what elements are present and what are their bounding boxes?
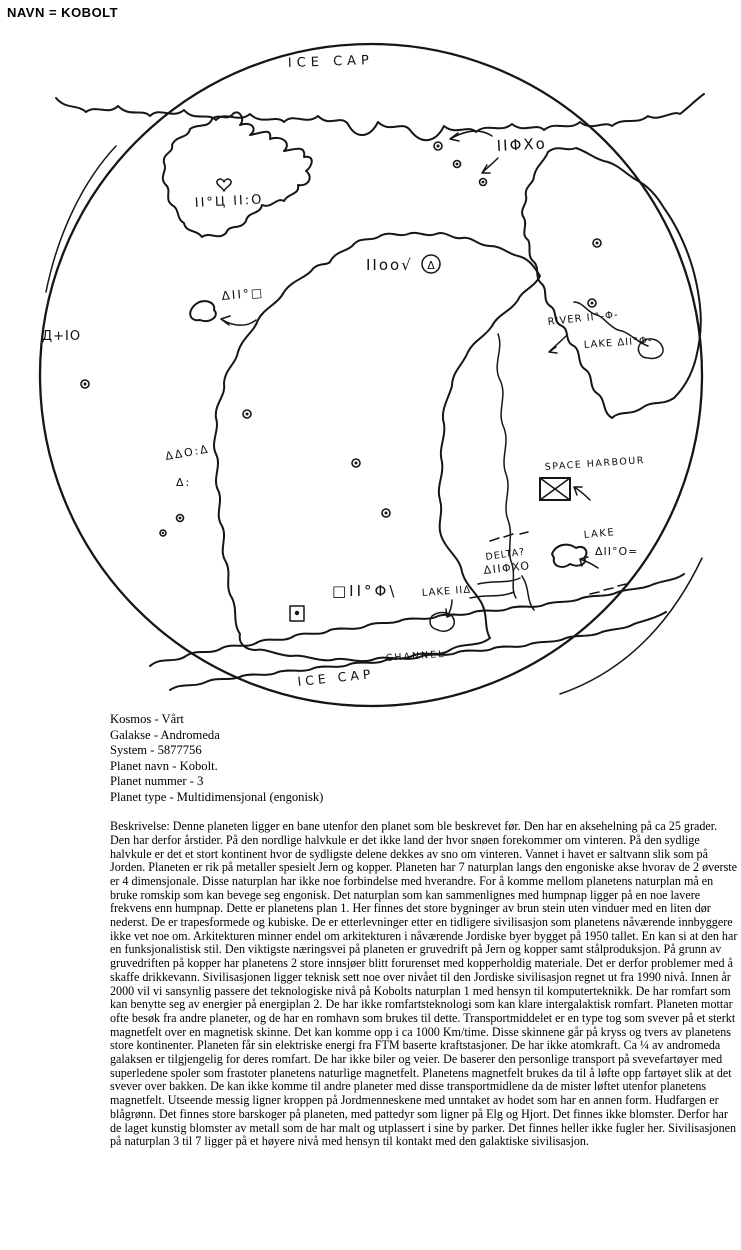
- label-lake-se-word: LAKE: [583, 527, 616, 541]
- label-lake-east: LAKE ΔII°Φ-: [583, 335, 653, 351]
- label-glyph-west: ΔII°□: [221, 285, 265, 303]
- arrow-ne-2: [482, 158, 498, 173]
- arrow-ne-1: [450, 131, 492, 141]
- space-harbour-box: [540, 478, 570, 500]
- info-line-type: Planet type - Multidimensjonal (engonisk): [110, 789, 324, 804]
- town-marker-dot: [437, 145, 440, 148]
- town-marker-dot: [591, 302, 594, 305]
- town-marker-dot: [596, 242, 599, 245]
- town-marker-dot: [482, 181, 485, 184]
- heart-marker: [217, 179, 231, 191]
- town-marker-dot: [84, 383, 87, 386]
- arrow-west-lake: [221, 316, 256, 325]
- label-ice-cap-bottom: ICE CAP: [296, 666, 376, 689]
- info-line-galakse: Galakse - Andromeda: [110, 727, 220, 742]
- label-ice-cap-top: ICE CAP: [287, 53, 375, 71]
- town-marker-dot: [385, 512, 388, 515]
- label-glyph-sw-2: Δ:: [176, 476, 192, 489]
- continent-east: [522, 148, 701, 418]
- town-marker-dot: [179, 517, 182, 520]
- town-marker-dot: [456, 163, 459, 166]
- label-delta-glyph: ΔIIΦXO: [482, 559, 532, 577]
- info-line-system: System - 5877756: [110, 743, 202, 757]
- town-marker-dot: [355, 462, 358, 465]
- label-glyph-south: □II°Φ\: [332, 582, 398, 600]
- label-glyph-center: IIoo√: [366, 256, 413, 274]
- info-line-nummer: Planet nummer - 3: [110, 774, 204, 788]
- label-glyph-far-west: Д+IO: [42, 329, 82, 344]
- label-glyph-center-a: Δ: [427, 259, 435, 272]
- description-text: Beskrivelse: Denne planeten ligger en bane utenfor den planet som ble beskrevet før. Den har en aksehelning på ca 25 grader. Den har derfor årstider. På den nordlige halvkule er det ikke land der hvor snøen forekommer om vinteren. På den sydlige halvkule er det et stort kontinent hvor de sydligste delene dekkes av sno om vinteren. Vannet i havet er saltvann slik som på Jorden. Planeten er rik på metaller spesielt Jern og kopper. Planeten har 7 naturplan langs den engoniske akse hvorav de 2 øverste er 4 dimensjonale. Disse naturplan har ikke noe forbindelse med hverandre. For å komme mellom planetens naturplan må en bruke romskip som kan bevege seg engonisk. Det naturplan som kan sammenlignes med humpnap ligger på en noe lavere frekvens enn humpnap. Dette er planetens plan 1. Her finnes det store bygninger av brun stein uten vinduer med en liten dør nederst. De er trapesformede og kubiske. De er etterlevninger etter en tidligere sivilisasjon som planetens nåværende innbyggere ikke vet noe om. Arkitekturen minner endel om arkitekturen i nåværende Jordiske byer bygget på 1950 tallet. En kan si at den har en funksjonalistisk stil. Den viktigste næringsvei på planeten er gruvedrift på Jern og kopper samt stålproduksjon. På grunn av gruvedriften på kopper har planetens 2 store innsjøer blitt forurenset med kopperholdig materiale. Det er derfor problemer med å skaffe drikkevann. Sivilisasjonen ligger teknisk sett noe over nivået til den Jordiske sivilisasjon regnet ut fra 1990 nivå. Innen år 2000 vil vi sansynlig passere det teknologiske nivå på Kobolts naturplan 1 med hensyn til komputerteknikk. De har romfart som kan benytte seg av energier på energiplan 2. De har ikke romfartsteknologi som kan klare intergalaktisk romfart. Planeten mottar ofte besøk fra andre planeter, og de har en romhavn som brukes til dette. Transportmiddelet er en type tog som svever på et sterkt magnetfelt over en magnetisk skinne. Det kan komme opp i ca 1000 Km/time. Disse skinnene går på kryss og tvers av planetens store kontinenter. Planeten får sin elektriske energi fra FTM baserte kraftstasjoner. De har ikke atomkraft. Ca ¼ av andromeda galaksen er tilgjengelig for deres romfart. De har ikke biler og veier. De baserer den personlige transport på svevefartøyer med superledene spoler som frastoter planetens naturlige magnetfelt. Planetens magnetfelt brukes da til å løfte opp fartøyet slik at det svever over bakken. De kan ikke komme til andre planeter med disse transportmidlene da de mister løftet utenfor planetens magnetfelt. Utseende messig ligner kroppen på Jordmenneskene med unntaket av hodet som har en annen form. Hudfargen er blågrønn. Det finnes store barskoger på planeten, med pattedyr som ligner på Elg og Hjort. Det finnes ikke blomster. Derfor har de laget kunstig blomster av metall som de har malt og utplassert i sine by parker. Det finnes heller ikke fugler her. Sivilisasjonen på naturplan 3 til 7 ligger på et høyere nivå med hensyn til kontakt med den galaktiske sivilisasjon.: [110, 819, 738, 1149]
- label-glyph-sw-1: ΔΔO:Δ: [164, 442, 211, 463]
- info-line-navn: Planet navn - Kobolt.: [110, 758, 218, 773]
- label-delta-word: DELTA?: [484, 546, 526, 563]
- label-glyph-nw: II°Ц II:O: [194, 192, 264, 211]
- page-title: NAVN = KOBOLT: [7, 5, 119, 20]
- town-marker-dot: [162, 532, 164, 534]
- delta-dashes: [490, 532, 528, 541]
- arrow-lake-se: [580, 557, 598, 568]
- label-lake-south: LAKE IIΔ: [421, 584, 472, 599]
- planet-outline: [40, 44, 702, 706]
- arrow-river-east: [549, 336, 566, 353]
- info-line-kosmos: Kosmos - Vårt: [110, 712, 184, 726]
- arrow-space-harbour: [574, 487, 590, 500]
- continent-northwest: [163, 112, 312, 237]
- lake-west-blob: [190, 301, 216, 321]
- label-space-harbour: SPACE HARBOUR: [544, 455, 646, 473]
- label-channel: CHANNEL: [385, 648, 446, 664]
- planet-info-block: [110, 712, 323, 805]
- town-marker-dot: [246, 413, 249, 416]
- label-glyph-ne: IIΦXo: [496, 134, 548, 155]
- label-lake-se-glyph: ΔII°O=: [595, 545, 639, 558]
- ice-cap-top-edge: [56, 94, 704, 140]
- label-river-east: RIVER II°-Φ-: [547, 309, 620, 328]
- boxed-town-marker: [290, 606, 304, 621]
